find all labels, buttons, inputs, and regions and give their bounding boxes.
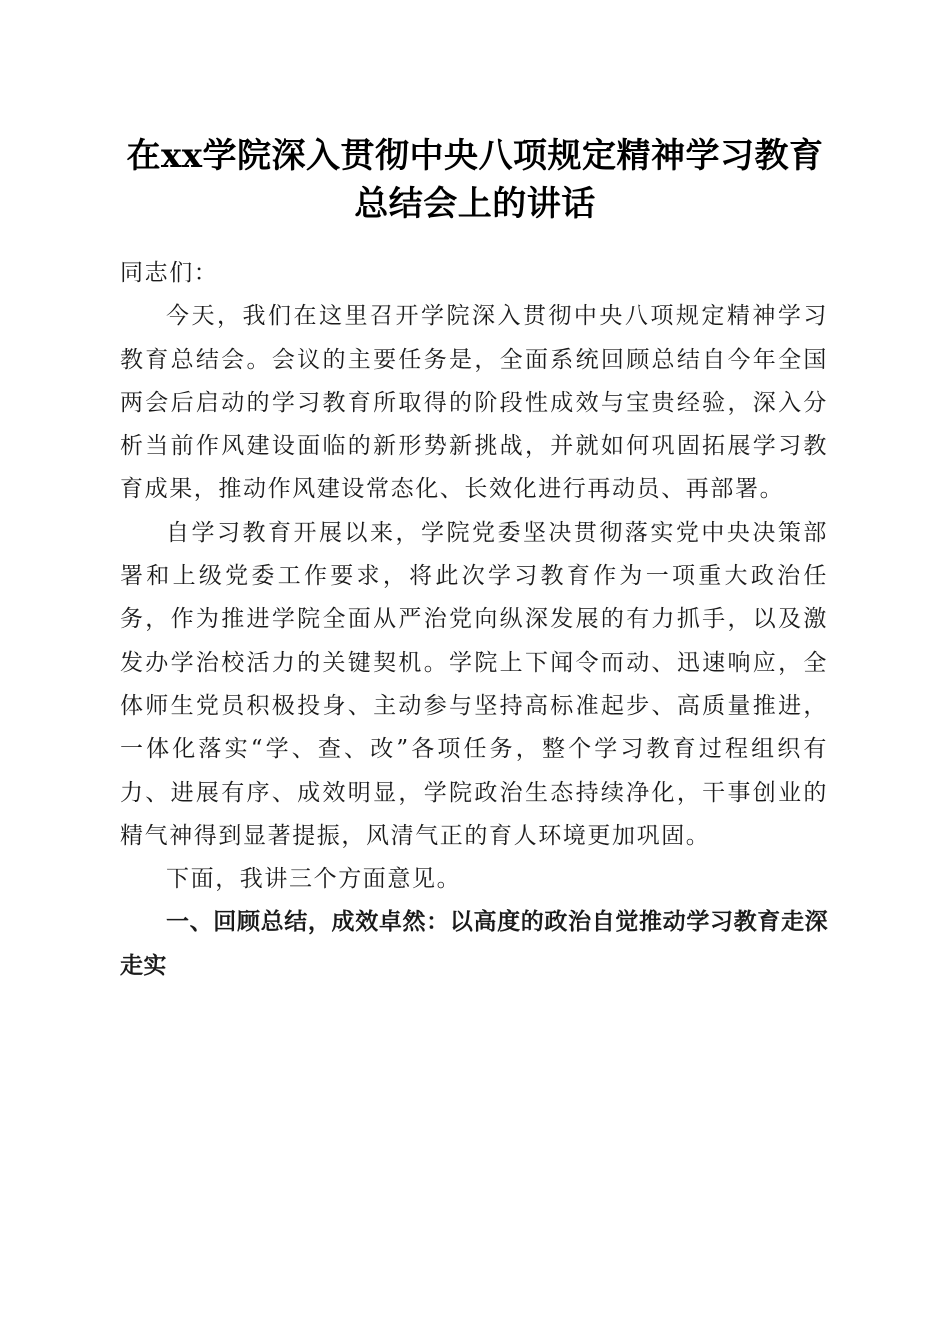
salutation: 同志们： bbox=[120, 260, 219, 286]
document-body bbox=[120, 252, 828, 988]
paragraph-opening: 今天，我们在这里召开学院深入贯彻中央八项规定精神学习教育总结会。会议的主要任务是，全面系统回顾总结自今年全国两会后启动的学习教育所取得的阶段性成效与宝贵经验，深入分析当前作风建设面临的新形势新挑战，并就如何巩固拓展学习教育成果，推动作风建设常态化、长效化进行再动员、再部署。 bbox=[120, 303, 828, 503]
document-title: 在xx学院深入贯彻中央八项规定精神学习教育总结会上的讲话 bbox=[126, 136, 824, 224]
paragraph-transition: 下面，我讲三个方面意见。 bbox=[166, 866, 462, 893]
paragraph-review: 自学习教育开展以来，学院党委坚决贯彻落实党中央决策部署和上级党委工作要求，将此次学习教育作为一项重大政治任务，作为推进学院全面从严治党向纵深发展的有力抓手，以及激发办学治校活力的关键契机。学院上下闻令而动、迅速响应，全体师生党员积极投身、主动参与坚持高标准起步、高质量推进，一体化落实“学、查、改”各项任务，整个学习教育过程组织有力、进展有序、成效明显，学院政治生态持续净化，干事创业的精气神得到显著提振，风清气正的育人环境更加巩固。 bbox=[120, 519, 828, 849]
section-heading: 一、回顾总结，成效卓然：以高度的政治自觉推动学习教育走深走实 bbox=[120, 909, 828, 979]
